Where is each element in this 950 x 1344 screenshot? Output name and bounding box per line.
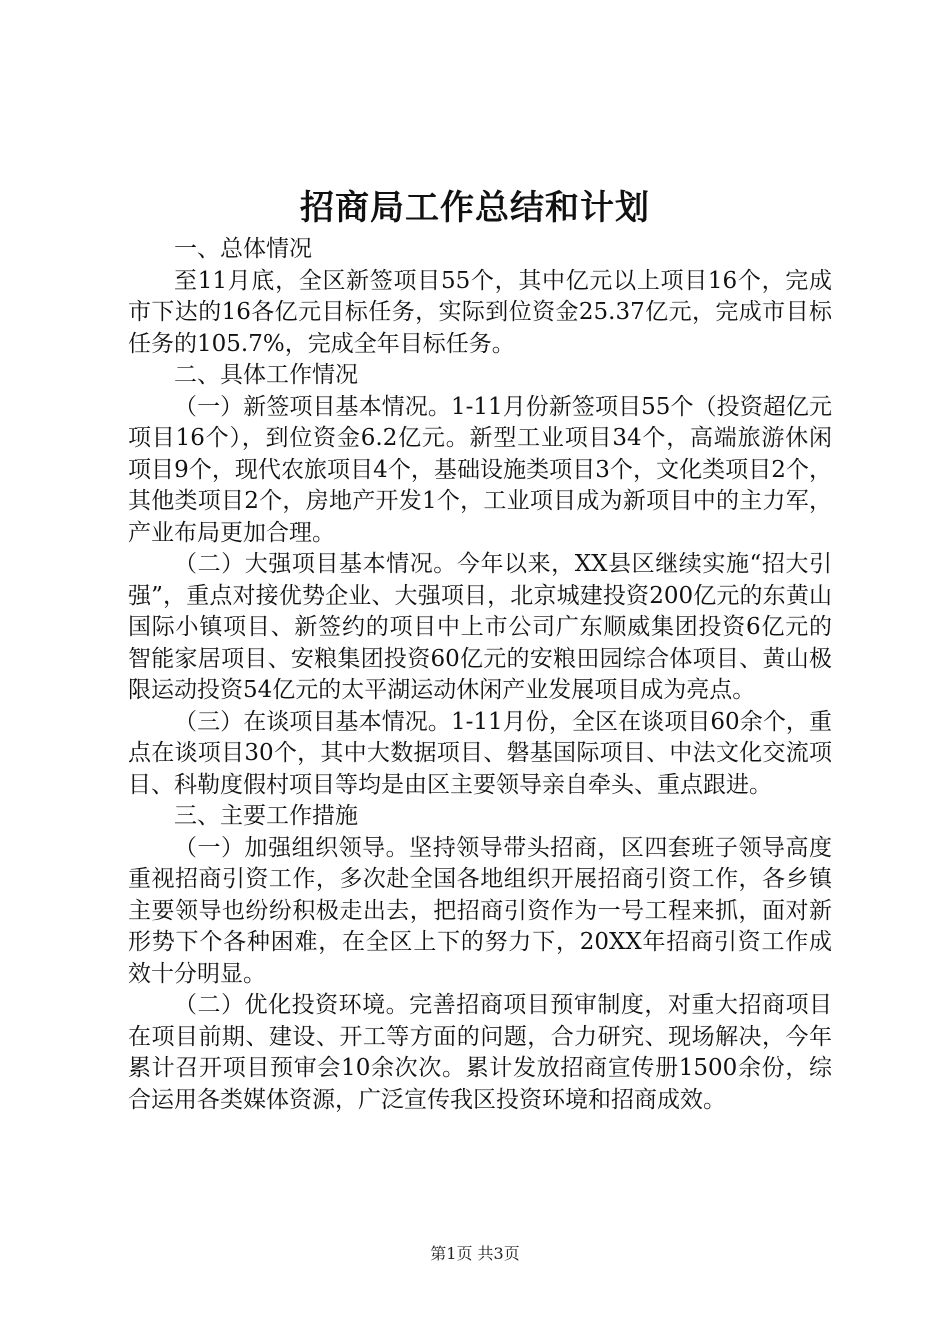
section-heading-overall: 一、总体情况 xyxy=(174,236,312,262)
paragraph-overall-summary: 至11月底，全区新签项目55个，其中亿元以上项目16个，完成市下达的16各亿元目标任务，实际到位资金25.37亿元，完成市目标任务的105.7%，完成全年目标任务。 xyxy=(128,267,832,357)
paragraph-major-projects: （二）大强项目基本情况。今年以来，XX县区继续实施“招大引强”，重点对接优势企业、大强项目，北京城建投资200亿元的东黄山国际小镇项目、新签约的项目中上市公司广东顺威集团投资6亿元的智能家居项目、安粮集团投资60亿元的安粮田园综合体项目、黄山极限运动投资54亿元的太平湖运动休闲产业发展项目成为亮点。 xyxy=(128,551,832,703)
paragraph-new-projects: （一）新签项目基本情况。1-11月份新签项目55个（投资超亿元项目16个），到位资金6.2亿元。新型工业项目34个，高端旅游休闲项目9个，现代农旅项目4个，基础设施类项目3个，文化类项目2个，其他类项目2个，房地产开发1个，工业项目成为新项目中的主力军，产业布局更加合理。 xyxy=(128,393,832,546)
section-heading-details: 二、具体工作情况 xyxy=(174,362,358,388)
document-body xyxy=(128,234,832,1116)
document-title: 招商局工作总结和计划 xyxy=(300,188,650,228)
page-footer: 第1页 共3页 xyxy=(430,1244,520,1263)
paragraph-investment-environment: （二）优化投资环境。完善招商项目预审制度，对重大招商项目在项目前期、建设、开工等方面的问题，合力研究、现场解决，今年累计召开项目预审会10余次次。累计发放招商宣传册1500余份，综合运用各类媒体资源，广泛宣传我区投资环境和招商成效。 xyxy=(128,992,832,1113)
section-heading-measures: 三、主要工作措施 xyxy=(174,803,358,829)
paragraph-organization-leadership: （一）加强组织领导。坚持领导带头招商，区四套班子领导高度重视招商引资工作，多次赴全国各地组织开展招商引资工作，各乡镇主要领导也纷纷积极走出去，把招商引资作为一号工程来抓，面对新形势下个各种困难，在全区上下的努力下，20XX年招商引资工作成效十分明显。 xyxy=(128,834,832,987)
paragraph-negotiating-projects: （三）在谈项目基本情况。1-11月份，全区在谈项目60余个，重点在谈项目30个，其中大数据项目、磐基国际项目、中法文化交流项目、科勒度假村项目等均是由区主要领导亲自牵头、重点跟进。 xyxy=(128,708,832,798)
